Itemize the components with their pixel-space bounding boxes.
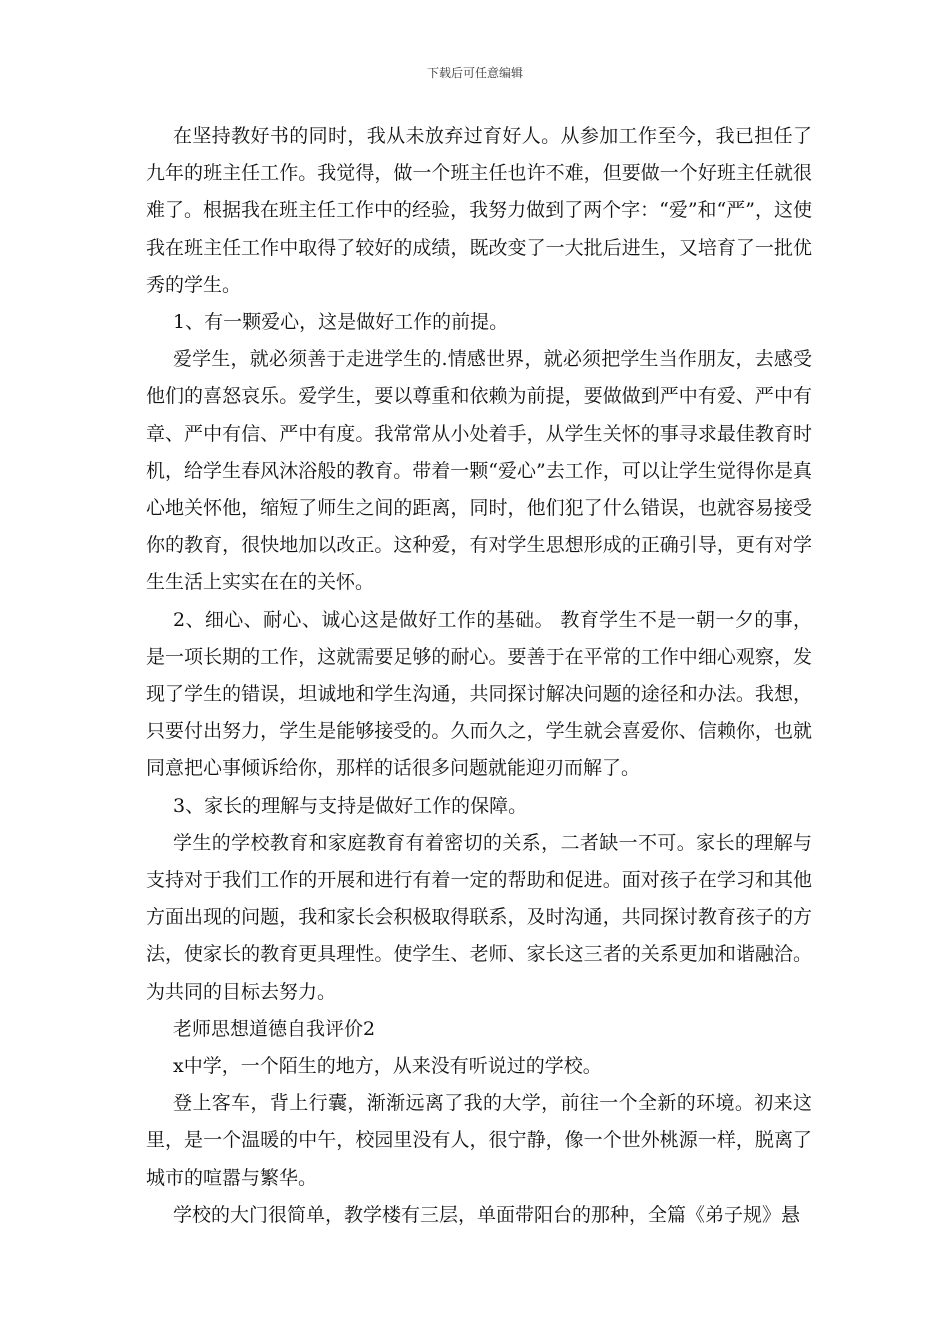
section-heading: 3、家长的理解与支持是做好工作的保障。 [173,794,528,817]
paragraph: 2、细心、耐心、诚心这是做好工作的基础。 教育学生不是一朝一夕的事，是一项长期的工作，这就需要足够的耐心。要善于在平常的工作中细心观察，发现了学生的错误，坦诚地和学生沟通，共同探讨解决问题的途径和办法。我想，只要付出努力，学生是能够接受的。久而久之，学生就会喜爱你、信赖你，也就同意把心事倾诉给你，那样的话很多问题就能迎刃而解了。 [146,608,812,780]
section-heading: 1、有一颗爱心，这是做好工作的前提。 [173,311,509,334]
paragraph: 登上客车，背上行囊，渐渐远离了我的大学，前往一个全新的环境。初来这里，是一个温暖的中午，校园里没有人，很宁静，像一个世外桃源一样，脱离了城市的喧嚣与繁华。 [146,1092,812,1189]
article-title: 老师思想道德自我评价2 [173,1017,376,1040]
document-body [146,118,812,1234]
paragraph: 在坚持教好书的同时，我从未放弃过育好人。从参加工作至今，我已担任了九年的班主任工作。我觉得，做一个班主任也许不难，但要做一个好班主任就很难了。根据我在班主任工作中的经验，我努力做到了两个字：“爱”和“严”，这使我在班主任工作中取得了较好的成绩，既改变了一大批后进生，又培育了一批优秀的学生。 [146,125,812,296]
page-header: 下载后可任意编辑 [426,66,523,80]
paragraph: x中学，一个陌生的地方，从来没有听说过的学校。 [173,1055,602,1078]
paragraph: 学生的学校教育和家庭教育有着密切的关系，二者缺一不可。家长的理解与支持对于我们工作的开展和进行有着一定的帮助和促进。面对孩子在学习和其他方面出现的问题，我和家长会积极取得联系，及时沟通，共同探讨教育孩子的方法，使家长的教育更具理性。使学生、老师、家长这三者的关系更加和谐融洽。为共同的目标去努力。 [146,831,812,1003]
paragraph: 爱学生，就必须善于走进学生的.情感世界，就必须把学生当作朋友，去感受他们的喜怒哀乐。爱学生，要以尊重和依赖为前提，要做做到严中有爱、严中有章、严中有信、严中有度。我常常从小处着手，从学生关怀的事寻求最佳教育时机，给学生春风沐浴般的教育。带着一颗“爱心”去工作，可以让学生觉得你是真心地关怀他，缩短了师生之间的距离，同时，他们犯了什么错误，也就容易接受你的教育，很快地加以改正。这种爱，有对学生思想形成的正确引导，更有对学生生活上实实在在的关怀。 [146,348,812,594]
paragraph: 学校的大门很简单，教学楼有三层，单面带阳台的那种，全篇《弟子规》悬 [173,1203,801,1226]
